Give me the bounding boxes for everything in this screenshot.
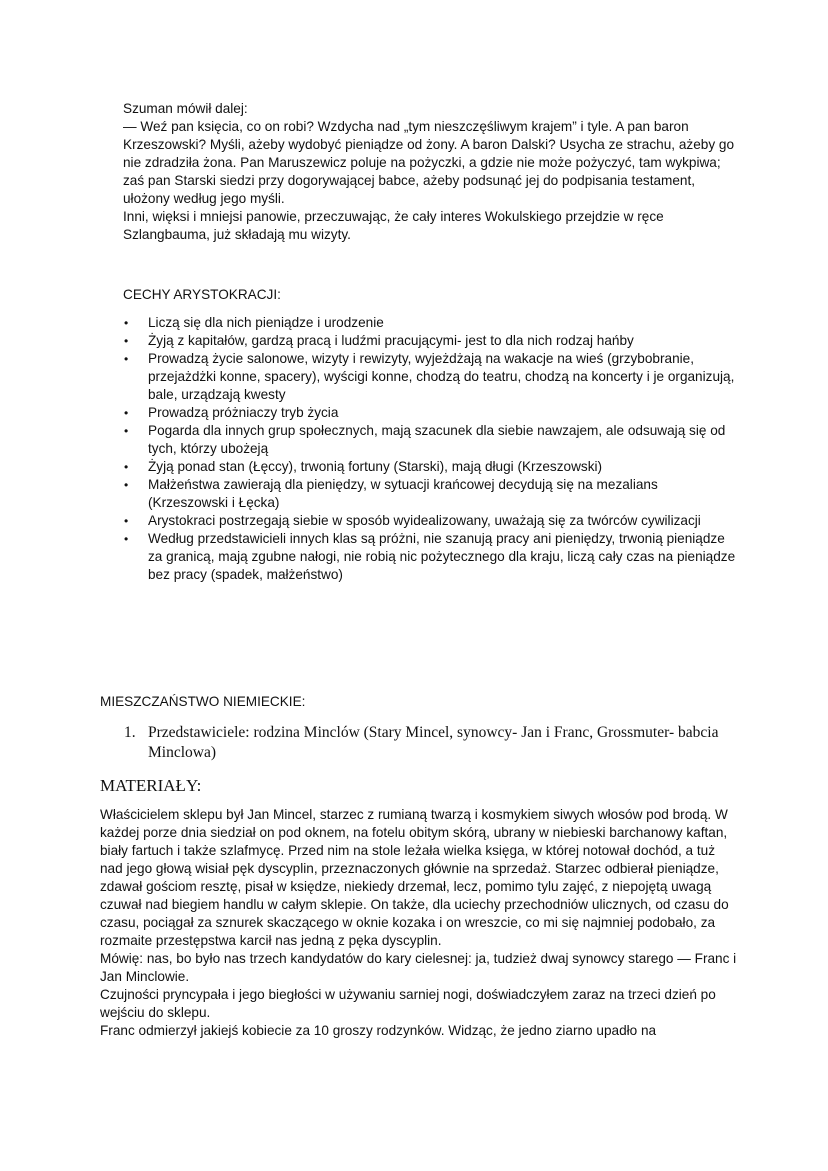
list-item: • Liczą się dla nich pieniądze i urodzenie: [124, 314, 739, 332]
list-item: [124, 723, 744, 763]
materials-paragraph: Mówię: nas, bo było nas trzech kandydatów do kary cielesnej: ja, tudzież dwaj synowcy starego — Franc i Jan Minclowie.: [100, 951, 737, 984]
aristocracy-heading: CECHY ARYSTOKRACJI:: [123, 287, 281, 302]
intro-paragraph: Szuman mówił dalej:: [123, 101, 248, 116]
list-item: • Według przedstawicieli innych klas są próżni, nie szanują pracy ani pieniędzy, trwonią pieniądze za granicą, mają zgubne nałogi, nie robią nic pożytecznego dla kraju, liczą cały czas na pieniądze bez pracy (spadek, małżeństwo): [124, 530, 739, 584]
materials-paragraph: Czujności pryncypała i jego biegłości w używaniu sarniej nogi, doświadczyłem zaraz na trzeci dzień po wejściu do sklepu.: [100, 987, 716, 1020]
list-item: • Prowadzą życie salonowe, wizyty i rewizyty, wyjeżdżają na wakacje na wieś (grzybobranie, przejażdżki konne, spacery), wyścigi konne, chodzą do teatru, chodzą na koncerty i je organizują, bale, urządzają kwesty: [124, 350, 739, 404]
intro-paragraph: Inni, więksi i mniejsi panowie, przeczuwając, że cały interes Wokulskiego przejdzie w ręce Szlangbauma, już składają mu wizyty.: [123, 209, 664, 242]
intro-text: [123, 100, 743, 244]
burghers-heading: MIESZCZAŃSTWO NIEMIECKIE:: [100, 694, 306, 709]
list-item: • Pogarda dla innych grup społecznych, mają szacunek dla siebie nawzajem, ale odsuwają się od tych, którzy ubożeją: [124, 422, 739, 458]
materials-heading: MATERIAŁY:: [100, 776, 202, 795]
list-item: • Żyją z kapitałów, gardzą pracą i ludźmi pracującymi- jest to dla nich rodzaj hańby: [124, 332, 739, 350]
materials-paragraph: Franc odmierzył jakiejś kobiecie za 10 groszy rodzynków. Widząc, że jedno ziarno upadło na: [100, 1023, 657, 1038]
list-item: • Arystokraci postrzegają siebie w sposób wyidealizowany, uważają się za twórców cywilizacji: [124, 512, 739, 530]
burghers-list: [124, 723, 744, 763]
list-item: • Prowadzą próżniaczy tryb życia: [124, 404, 739, 422]
list-item: • Małżeństwa zawierają dla pieniędzy, w sytuacji krańcowej decydują się na mezalians (Krzeszowski i Łęcka): [124, 476, 739, 512]
materials-paragraph: Właścicielem sklepu był Jan Mincel, starzec z rumianą twarzą i kosmykiem siwych włosów pod brodą. W każdej porze dnia siedział on pod oknem, na fotelu obitym skórą, ubrany w niebieski barchanowy kaftan, biały fartuch i także szlafmycę. Przed nim na stole leżała wielka księga, w której notował dochód, a tuż nad jego głową wisiał pęk dyscyplin, przeznaczonych głównie na sprzedaż. Starzec odbierał pieniądze, zdawał gościom resztę, pisał w księdze, niekiedy drzemał, lecz, pomimo tylu zajęć, z niepojętą uwagą czuwał nad biegiem handlu w całym sklepie. On także, dla uciechy przechodniów ulicznych, od czasu do czasu, pociągał za sznurek skaczącego w oknie kozaka i on wreszcie, co mi się najmniej podobało, za rozmaite przestępstwa karcił nas jedną z pęka dyscyplin.: [100, 807, 729, 948]
list-number: 1.: [124, 724, 136, 741]
materials-text: [100, 806, 740, 1040]
aristocracy-list: [124, 314, 739, 584]
list-item: • Żyją ponad stan (Łęccy), trwonią fortuny (Starski), mają długi (Krzeszowski): [124, 458, 739, 476]
intro-paragraph: — Weź pan księcia, co on robi? Wzdycha nad „tym nieszczęśliwym krajem” i tyle. A pan baron Krzeszowski? Myśli, ażeby wydobyć pieniądze od żony. A baron Dalski? Usycha ze strachu, ażeby go nie zdradziła żona. Pan Maruszewicz poluje na pożyczki, a gdzie nie może pożyczyć, tam wykpiwa; zaś pan Starski siedzi przy dogorywającej babce, ażeby podsunąć jej do podpisania testament, ułożony według jego myśli.: [123, 119, 735, 206]
list-item-text: Przedstawiciele: rodzina Minclów (Stary Mincel, synowcy- Jan i Franc, Grossmuter- babcia Minclowa): [148, 724, 719, 761]
